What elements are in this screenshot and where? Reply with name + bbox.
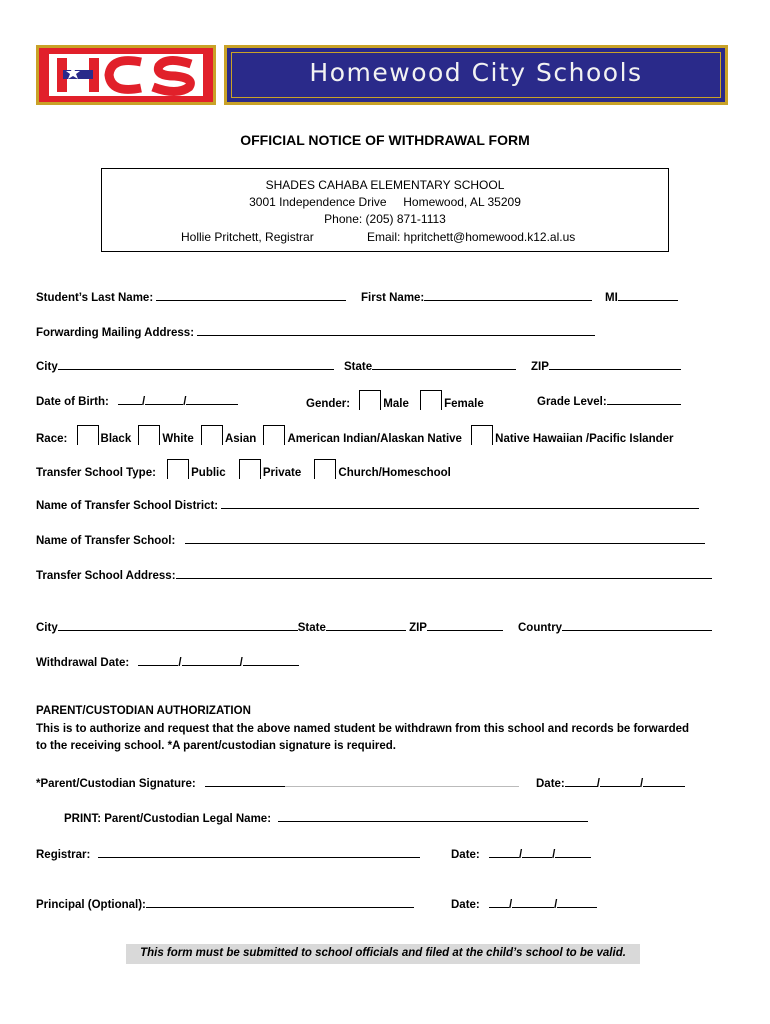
public-checkbox[interactable] — [167, 459, 189, 479]
logo-monogram-panel — [49, 54, 203, 96]
form-title: OFFICIAL NOTICE OF WITHDRAWAL FORM — [240, 132, 530, 148]
print-name-field[interactable] — [278, 810, 588, 822]
grade-level-label: Grade Level: — [537, 396, 607, 408]
authorization-text-line2: to the receiving school. *A parent/custodian signature is required. — [36, 740, 396, 752]
forwarding-address-field[interactable] — [197, 324, 595, 336]
male-label: Male — [383, 398, 409, 410]
principal-date-label: Date: — [451, 899, 480, 911]
withdrawal-year-field[interactable] — [243, 654, 299, 666]
white-checkbox[interactable] — [138, 425, 160, 445]
footer-note-text: This form must be submitted to school officials and filed at the child’s school to be valid. — [140, 947, 626, 959]
school-name: SHADES CAHABA ELEMENTARY SCHOOL — [265, 178, 505, 192]
zip-field[interactable] — [549, 358, 681, 370]
signature-field[interactable] — [205, 775, 285, 787]
registrar-date-day[interactable] — [522, 846, 552, 858]
registrar-signature-field[interactable] — [98, 846, 420, 858]
native-hawaiian-checkbox[interactable] — [471, 425, 493, 445]
hcs-logo — [36, 45, 216, 105]
male-checkbox[interactable] — [359, 390, 381, 410]
district-field[interactable] — [221, 497, 699, 509]
forwarding-address-label: Forwarding Mailing Address: — [36, 327, 195, 339]
homewood-wordmark-banner — [224, 45, 728, 105]
city2-label: City — [36, 622, 58, 634]
dob-separator: / — [183, 396, 187, 408]
authorization-text-line1: This is to authorize and request that the above named student be withdrawn from this school and records be forwarded — [36, 723, 690, 735]
date-separator: / — [554, 899, 558, 911]
state-field[interactable] — [372, 358, 516, 370]
dob-separator: / — [142, 396, 146, 408]
state2-label: State — [297, 622, 326, 634]
dob-day-field[interactable] — [145, 393, 183, 405]
grade-level-field[interactable] — [607, 393, 681, 405]
signature-field-extension — [285, 775, 519, 787]
transfer-school-label: Name of Transfer School: — [36, 535, 176, 547]
principal-signature-field[interactable] — [146, 896, 414, 908]
registrar-date-year[interactable] — [555, 846, 591, 858]
transfer-type-label: Transfer School Type: — [36, 467, 156, 479]
first-name-label: First Name: — [361, 292, 425, 304]
female-label: Female — [444, 398, 484, 410]
withdrawal-month-field[interactable] — [138, 654, 178, 666]
signature-date-label: Date: — [536, 778, 565, 790]
native-hawaiian-label: Native Hawaiian /Pacific Islander — [495, 433, 674, 445]
country-label: Country — [518, 622, 563, 634]
dob-month-field[interactable] — [118, 393, 142, 405]
mi-label: MI — [605, 292, 618, 304]
country-field[interactable] — [562, 619, 712, 631]
white-label: White — [162, 433, 194, 445]
registrar-email: Email: hpritchett@homewood.k12.al.us — [367, 230, 576, 244]
signature-label: *Parent/Custodian Signature: — [36, 778, 196, 790]
state-label: State — [344, 361, 373, 373]
authorization-heading: PARENT/CUSTODIAN AUTHORIZATION — [36, 705, 251, 717]
principal-date-day[interactable] — [512, 896, 554, 908]
wordmark-text: Homewood City Schools — [309, 58, 643, 87]
school-phone: Phone: (205) 871-1113 — [324, 212, 446, 226]
principal-label: Principal (Optional): — [36, 899, 146, 911]
date-separator: / — [518, 849, 523, 861]
zip2-field[interactable] — [427, 619, 503, 631]
american-indian-checkbox[interactable] — [263, 425, 285, 445]
dob-year-field[interactable] — [186, 393, 238, 405]
dob-label: Date of Birth: — [36, 396, 109, 408]
city-field[interactable] — [58, 358, 334, 370]
signature-date-month[interactable] — [565, 775, 597, 787]
transfer-address-field[interactable] — [176, 567, 712, 579]
asian-label: Asian — [224, 433, 257, 445]
transfer-address-label: Transfer School Address: — [36, 570, 176, 582]
public-label: Public — [191, 467, 226, 479]
hcs-monogram-icon — [49, 54, 203, 96]
first-name-field[interactable] — [424, 289, 592, 301]
city2-field[interactable] — [58, 619, 298, 631]
black-label: Black — [100, 433, 132, 445]
school-address: 3001 Independence Drive Homewood, AL 35209 — [249, 195, 521, 209]
principal-date-year[interactable] — [557, 896, 597, 908]
district-label: Name of Transfer School District: — [36, 500, 219, 512]
date-separator: / — [639, 778, 644, 790]
last-name-field[interactable] — [156, 289, 346, 301]
zip2-label: ZIP — [409, 622, 427, 634]
date-separator: / — [508, 899, 513, 911]
transfer-school-field[interactable] — [185, 532, 705, 544]
zip-label: ZIP — [531, 361, 549, 373]
registrar-name: Hollie Pritchett, Registrar — [181, 230, 314, 244]
private-checkbox[interactable] — [239, 459, 261, 479]
date-separator: / — [552, 849, 556, 861]
registrar-label: Registrar: — [36, 849, 91, 861]
city-label: City — [36, 361, 58, 373]
date-separator: / — [178, 657, 182, 669]
private-label: Private — [262, 467, 302, 479]
gender-label: Gender: — [306, 398, 351, 410]
signature-date-year[interactable] — [643, 775, 685, 787]
race-label: Race: — [36, 433, 68, 445]
date-separator: / — [239, 657, 243, 669]
female-checkbox[interactable] — [420, 390, 442, 410]
american-indian-label: American Indian/Alaskan Native — [287, 433, 462, 445]
church-homeschool-label: Church/Homeschool — [338, 467, 451, 479]
mi-field[interactable] — [618, 289, 678, 301]
withdrawal-date-label: Withdrawal Date: — [36, 657, 130, 669]
black-checkbox[interactable] — [77, 425, 99, 445]
print-name-label: PRINT: Parent/Custodian Legal Name: — [64, 813, 272, 825]
principal-date-month[interactable] — [489, 896, 509, 908]
registrar-date-month[interactable] — [489, 846, 519, 858]
asian-checkbox[interactable] — [201, 425, 223, 445]
signature-date-day[interactable] — [600, 775, 640, 787]
date-separator: / — [596, 778, 600, 790]
state2-field[interactable] — [326, 619, 406, 631]
church-homeschool-checkbox[interactable] — [314, 459, 336, 479]
registrar-date-label: Date: — [451, 849, 480, 861]
withdrawal-day-field[interactable] — [182, 654, 240, 666]
last-name-label: Student’s Last Name: — [36, 292, 154, 304]
